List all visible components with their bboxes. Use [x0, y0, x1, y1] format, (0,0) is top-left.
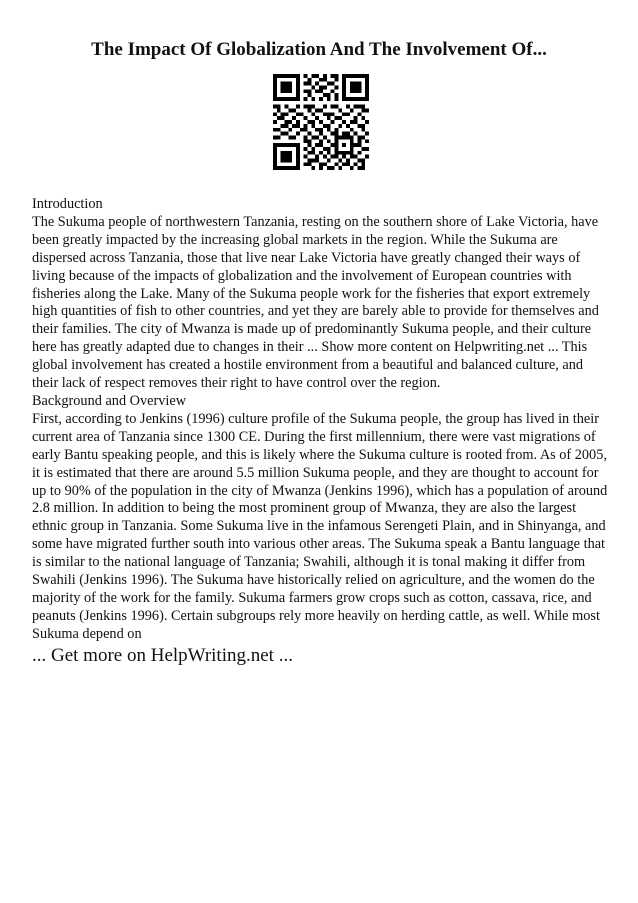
document-title: The Impact Of Globalization And The Involvement Of... [91, 39, 547, 60]
section-heading-background: Background and Overview [32, 392, 187, 409]
qr-code-icon[interactable] [273, 74, 369, 170]
document-body [32, 196, 612, 644]
qr-code-graphic [273, 74, 369, 170]
section-heading-introduction: Introduction [32, 196, 103, 212]
get-more-link[interactable]: ... Get more on HelpWriting.net ... [32, 645, 293, 666]
section-paragraph-introduction: The Sukuma people of northwestern Tanzania, resting on the southern shore of Lake Victoria, have been greatly impacted by the increasing global markets in the region. While the Sukuma are dispersed across Tanzania, those that live near Lake Victoria have greatly changed their ways of living because of the impacts of globalization and the involvement of European countries with fisheries along the Lake. Many of the Sukuma people work for the fisheries that export extremely high quantities of fish to other countries, and yet they are barely able to provide for themselves and their families. The city of Mwanza is made up of predominantly Sukuma people, and their culture here has greatly adapted due to changes in their ... Show more content on Helpwriting.net ... This global involvement has created a hostile environment from a beautiful and balanced culture, and their lack of respect removes their right to have control over the region. [32, 213, 599, 392]
section-paragraph-background: First, according to Jenkins (1996) culture profile of the Sukuma people, the group has lived in their current area of Tanzania since 1300 CE. During the first millennium, there were vast migrations of early Bantu speaking people, and this is likely where the Sukuma culture is rooted from. As of 2005, it is estimated that there are around 5.5 million Sukuma people, and they are thought to account for up to 90% of the population in the city of Mwanza (Jenkins 1996), which has a population of around 2.8 million. In addition to being the most prominent group of Mwanza, they are also the largest ethnic group in Tanzania. Some Sukuma live in the infamous Serengeti Plain, and in Shinyanga, and some have migrated further south into various other areas. The Sukuma speak a Bantu language that is similar to the national language of Tanzania; Swahili, although it is tonal making it differ from Swahili (Jenkins 1996). The Sukuma have historically relied on agriculture, and the women do the majority of the work for the family. Sukuma farmers grow crops such as cotton, cassava, rice, and peanuts (Jenkins 1996). Certain subgroups rely more heavily on herding cattle, as well. While most Sukuma depend on [32, 410, 608, 642]
